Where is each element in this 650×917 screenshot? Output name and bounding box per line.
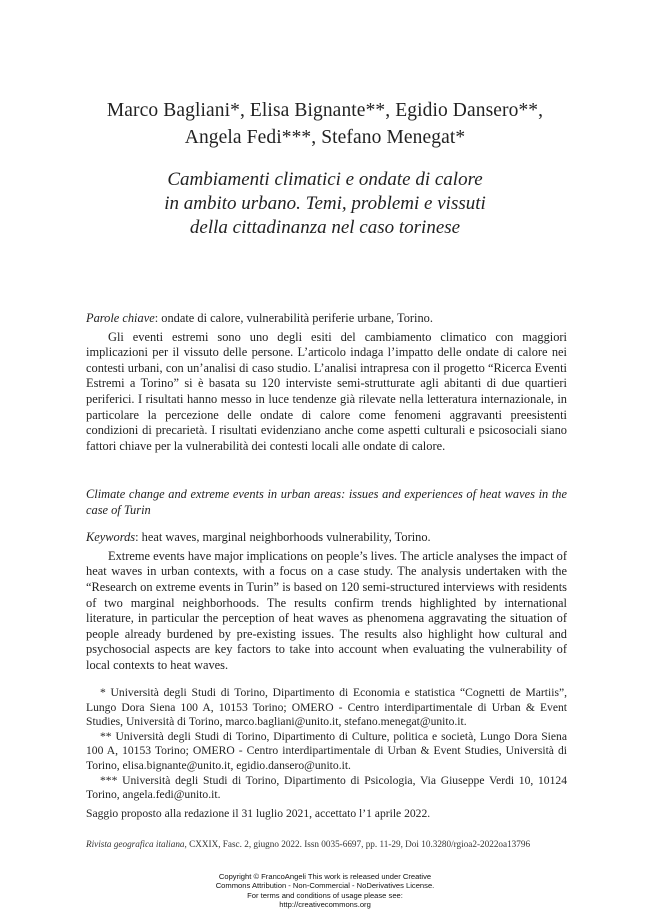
title-line-2: in ambito urbano. Temi, problemi e vissuti	[164, 193, 486, 214]
copyright-notice	[150, 872, 500, 909]
footnote-1: * Università degli Studi di Torino, Dipartimento di Economia e statistica “Cognetti de Martiis”, Lungo Dora Siena 100 A, 10153 Torino; OMERO - Centro interdipartimentale di Urban & Event Studies, Università di Torino, marco.bagliani@unito.it, stefano.menegat@unito.it.	[86, 686, 567, 729]
english-title: Climate change and extreme events in urban areas: issues and experiences of heat waves in the case of Turin	[86, 487, 567, 517]
english-abstract-section	[86, 487, 567, 674]
copyright-link[interactable]: http://creativecommons.org	[279, 899, 371, 909]
copyright-line-2: Commons Attribution - Non-Commercial - NoDerivatives License.	[215, 881, 435, 891]
italian-abstract-section	[86, 311, 567, 454]
authors-line-1: Marco Bagliani*, Elisa Bignante**, Egidio Dansero**,	[106, 100, 544, 121]
italian-keywords-text: : ondate di calore, vulnerabilità periferie urbane, Torino.	[154, 311, 433, 325]
english-abstract: Extreme events have major implications on people’s lives. The article analyses the impact of heat waves in urban contexts, with a focus on a case study. The analysis undertaken with the “Research on extreme events in Turin” is based on 120 semi-structured interviews with residents of two marginal neighborhoods. The results confirm trends highlighted by international literature, in particular the perception of heat waves as phenomena aggravating the situation of people already burdened by pre-existing issues. The results also highlight how cultural and psychosocial aspects are key factors to take into account when evaluating the vulnerability of local contexts to heat waves.	[86, 548, 567, 672]
title-line-1: Cambiamenti climatici e ondate di calore	[167, 169, 483, 190]
english-keywords-text: : heat waves, marginal neighborhoods vulnerability, Torino.	[135, 530, 431, 545]
footnotes	[86, 686, 567, 821]
footnote-2: ** Università degli Studi di Torino, Dipartimento di Culture, politica e società, Lungo Dora Siena 100 A, 10153 Torino; OMERO - Centro interdipartimentale di Urban & Event Studies, Università di Torino, elisa.bignante@unito.it, egidio.dansero@unito.it.	[86, 729, 567, 772]
submission-note: Saggio proposto alla redazione il 31 luglio 2021, accettato l’1 aprile 2022.	[86, 806, 431, 820]
title-line-3: della cittadinanza nel caso torinese	[189, 217, 461, 238]
journal-name: Rivista geografica italiana	[86, 839, 185, 849]
authors-line-2: Angela Fedi***, Stefano Menegat*	[184, 127, 466, 148]
copyright-line-3: For terms and conditions of usage please see:	[247, 890, 403, 900]
footnote-3: *** Università degli Studi di Torino, Dipartimento di Psicologia, Via Giuseppe Verdi 10, 10124 Torino, angela.fedi@unito.it.	[86, 773, 567, 802]
english-keywords	[86, 530, 567, 546]
italian-keywords-label: Parole chiave	[86, 311, 155, 325]
italian-abstract: Gli eventi estremi sono uno degli esiti del cambiamento climatico con maggiori implicazioni per il vissuto delle persone. L’articolo indaga l’impatto delle ondate di calore nei contesti urbani, con un’analisi di caso studio. L’analisi intrapresa con il progetto “Ricerca Eventi Estremi a Torino” si è basata su 120 interviste semi-strutturate agli abitanti di due quartieri periferici. I risultati hanno messo in luce tendenze già rilevate nella letteratura internazionale, in particolare la percezione delle ondate di calore come fenomeni aggravanti preesistenti condizioni di precarietà. I risultati evidenziano anche come aspetti culturali e psicosociali siano fattori chiave per la vulnerabilità dei contesti locali alle ondate di calore.	[86, 329, 567, 453]
journal-details: , CXXIX, Fasc. 2, giugno 2022. Issn 0035-6697, pp. 11-29, Doi 10.3280/rgioa2-2022oa13796	[184, 839, 531, 849]
italian-keywords	[86, 311, 567, 327]
article-title	[60, 168, 590, 240]
copyright-line-1: Copyright © FrancoAngeli This work is released under Creative	[218, 872, 432, 881]
author-list	[40, 97, 610, 151]
english-keywords-label: Keywords	[86, 530, 136, 545]
journal-citation	[86, 838, 567, 850]
